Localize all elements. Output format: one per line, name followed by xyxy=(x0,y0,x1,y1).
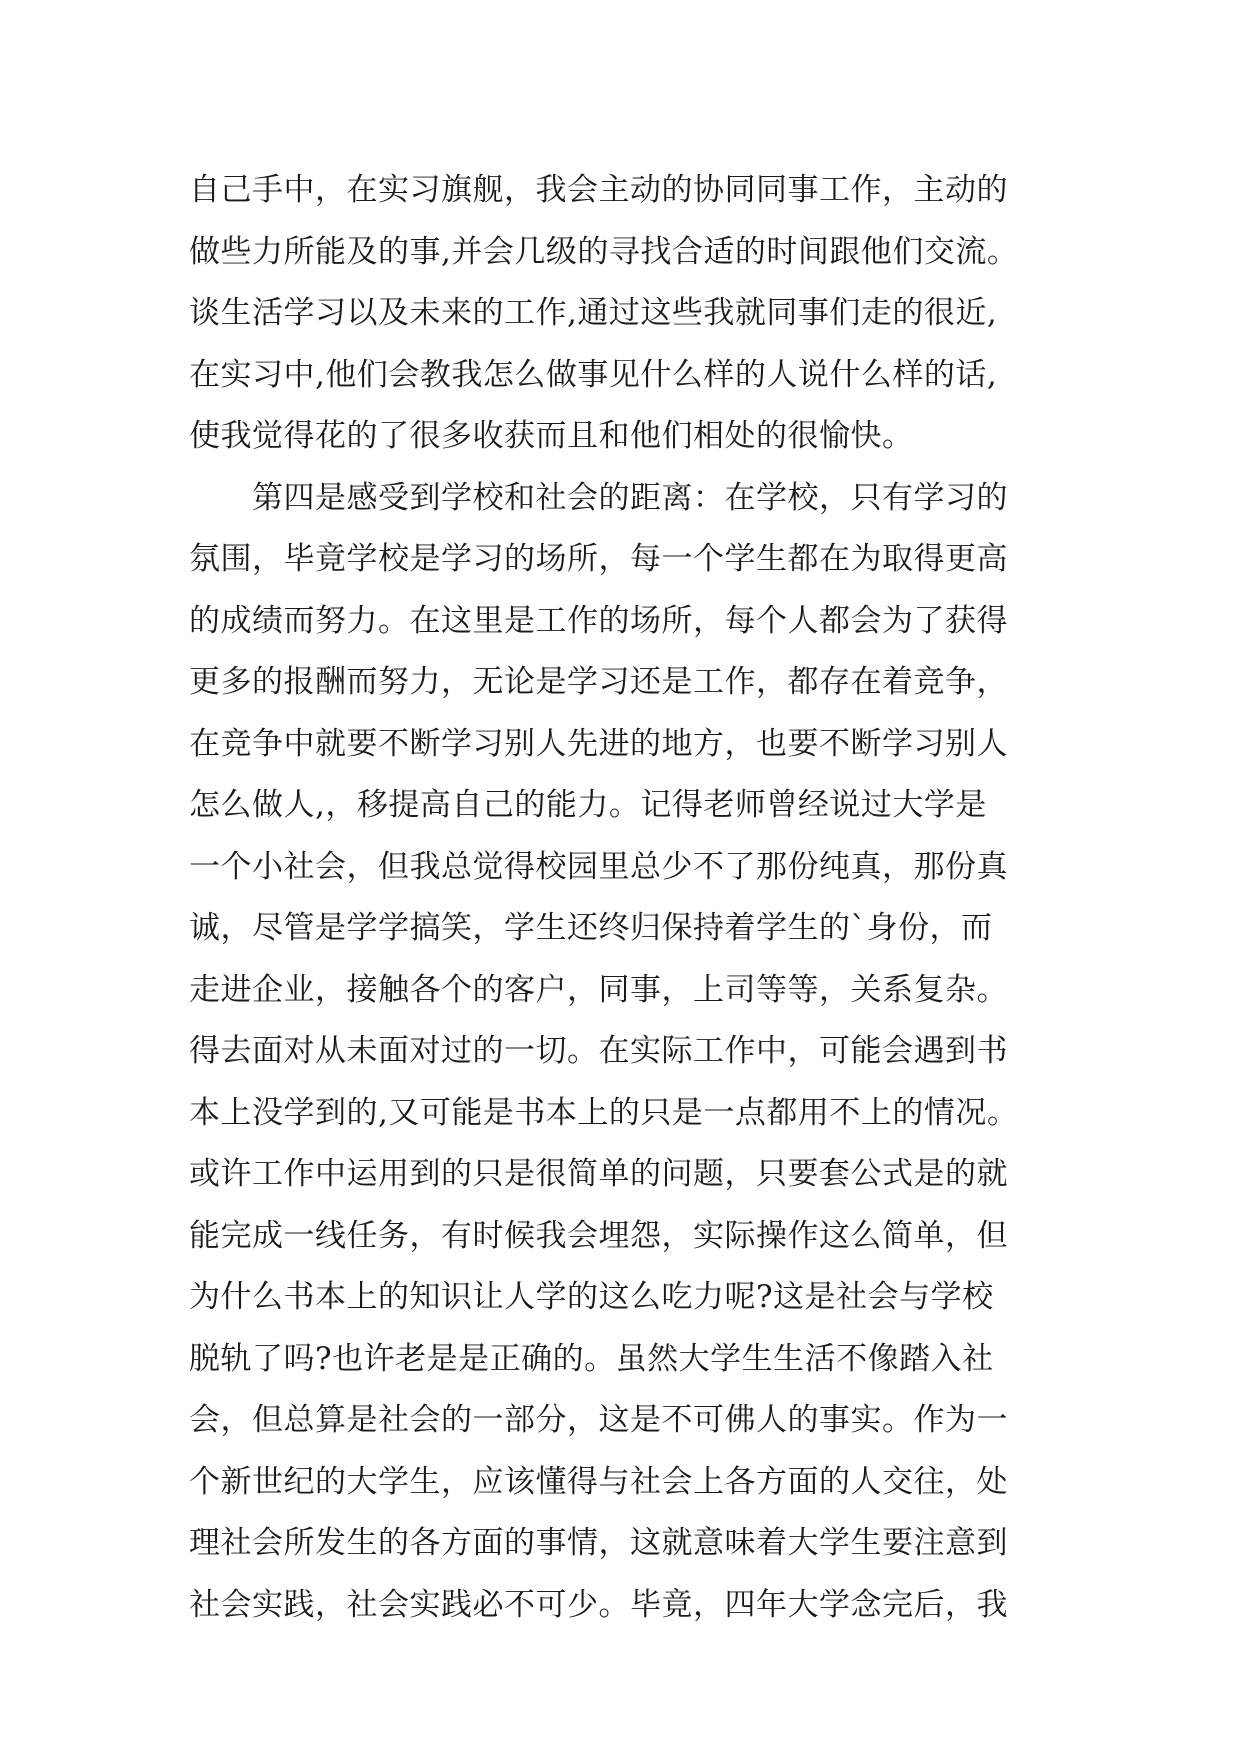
body-text xyxy=(189,160,1089,1636)
text-line: 或许工作中运用到的只是很简单的问题，只要套公式是的就 xyxy=(189,1156,1008,1192)
text-line: 在竞争中就要不断学习别人先进的地方，也要不断学习别人 xyxy=(189,725,1008,762)
text-line: 能完成一线任务，有时候我会埋怨，实际操作这么简单，但 xyxy=(189,1217,1008,1254)
text-line: 个新世纪的大学生，应该懂得与社会上各方面的人交往，处 xyxy=(189,1463,1008,1500)
text-line: 为什么书本上的知识让人学的这么吃力呢?这是社会与学校 xyxy=(189,1279,994,1315)
text-line: 脱轨了吗?也许老是是正确的。虽然大学生生活不像踏入社 xyxy=(189,1340,994,1377)
text-line: 更多的报酬而努力，无论是学习还是工作，都存在着竞争， xyxy=(189,664,1008,700)
text-line: 诚，尽管是学学搞笑，学生还终归保持着学生的`身份，而 xyxy=(189,910,993,946)
text-line: 氛围，毕竟学校是学习的场所，每一个学生都在为取得更高 xyxy=(189,541,1008,577)
text-line: 怎么做人,，移提高自己的能力。记得老师曾经说过大学是 xyxy=(189,787,987,823)
text-line: 本上没学到的,又可能是书本上的只是一点都用不上的情况。 xyxy=(189,1094,1019,1131)
text-line: 理社会所发生的各方面的事情，这就意味着大学生要注意到 xyxy=(189,1525,1008,1561)
text-line: 做些力所能及的事,并会几级的寻找合适的时间跟他们交流。 xyxy=(189,233,1019,270)
text-line: 使我觉得花的了很多收获而且和他们相处的很愉快。 xyxy=(189,418,914,454)
text-line: 得去面对从未面对过的一切。在实际工作中，可能会遇到书 xyxy=(189,1033,1008,1069)
text-line: 谈生活学习以及未来的工作,通过这些我就同事们走的很近, xyxy=(189,295,998,331)
paragraph-start-line: 第四是感受到学校和社会的距离：在学校，只有学习的 xyxy=(189,479,1008,516)
text-line: 走进企业，接触各个的客户，同事，上司等等，关系复杂。 xyxy=(189,971,1008,1008)
text-line: 一个小社会，但我总觉得校园里总少不了那份纯真，那份真 xyxy=(189,848,1008,885)
text-line: 在实习中,他们会教我怎么做事见什么样的人说什么样的话, xyxy=(189,356,998,393)
text-line: 会，但总算是社会的一部分，这是不可佛人的事实。作为一 xyxy=(189,1402,1008,1438)
text-line: 社会实践，社会实践必不可少。毕竟，四年大学念完后，我 xyxy=(189,1586,1008,1623)
text-line: 的成绩而努力。在这里是工作的场所，每个人都会为了获得 xyxy=(189,602,1008,639)
text-line: 自己手中，在实习旗舰，我会主动的协同同事工作，主动的 xyxy=(189,172,1008,208)
